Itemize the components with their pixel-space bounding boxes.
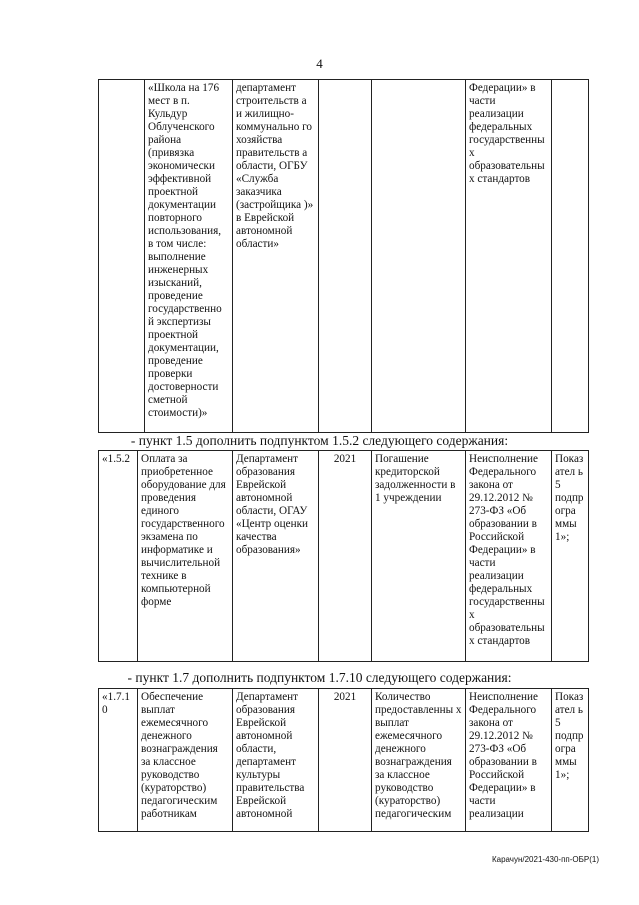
cell-year [319,80,372,433]
cell-result [372,80,466,433]
caption-1-7: - пункт 1.7 дополнить подпунктом 1.7.10 следующего содержания: [127,670,512,685]
cell-consequences: Федерации» в части реализации федеральных государственны х образовательны х стандартов [466,80,552,433]
cell-year: 2021 [319,451,372,662]
table-row [99,451,589,662]
cell-event: «Школа на 176 мест в п. Кульдур Облученского района (привязка экономически эффективной проектной документации повторного использования, в том числе: выполнение инженерных изысканий, проведение государственно й экспертизы проектной документации, проведение проверки достоверности сметной стоимости)» [145,80,233,433]
cell-consequences: Неисполнение Федерального закона от 29.12.2012 № 273-ФЗ «Об образовании в Российской Федерации» в части реализации федеральных государственны х образовательны х стандартов [466,451,552,662]
table-1-5-2 [98,450,589,662]
cell-executor: Департамент образования Еврейской автономной области, департамент культуры правительства Еврейской автономной [233,689,319,832]
cell-number: «1.5.2 [99,451,138,662]
table-row [99,80,589,433]
cell-number: «1.7.1 0 [99,689,138,832]
table-row [99,689,589,832]
page-number: 4 [316,56,323,71]
cell-executor: департамент строительств а и жилищно-коммунально го хозяйства правительств а области, ОГБУ «Служба заказчика (застройщика )» в Еврейской автономной области» [233,80,319,433]
continued-table [98,79,589,433]
cell-executor: Департамент образования Еврейской автономной области, ОГАУ «Центр оценки качества образования» [233,451,319,662]
table-1-7-10 [98,688,589,832]
cell-event: Оплата за приобретенное оборудование для проведения единого государственного экзамена по информатике и вычислительной технике в компьютерной форме [138,451,233,662]
cell-year: 2021 [319,689,372,832]
cell-indicator: Показател ь 5 подпрогра ммы 1»; [552,451,589,662]
cell-indicator: Показател ь 5 подпрогра ммы 1»; [552,689,589,832]
footer-code: Карачун/2021-430-пп-ОБР(1) [491,855,599,864]
cell-indicator [552,80,589,433]
cell-consequences: Неисполнение Федерального закона от 29.12.2012 № 273-ФЗ «Об образовании в Российской Федерации» в части реализации [466,689,552,832]
cell-result: Погашение кредиторской задолженности в 1 учреждении [372,451,466,662]
caption-1-5: - пункт 1.5 дополнить подпунктом 1.5.2 следующего содержания: [130,433,509,448]
cell-result: Количество предоставленны х выплат ежемесячного денежного вознаграждения за классное руководство (кураторство) педагогическим [372,689,466,832]
cell-event: Обеспечение выплат ежемесячного денежного вознаграждения за классное руководство (кураторство) педагогическим работникам [138,689,233,832]
cell-number [99,80,145,433]
